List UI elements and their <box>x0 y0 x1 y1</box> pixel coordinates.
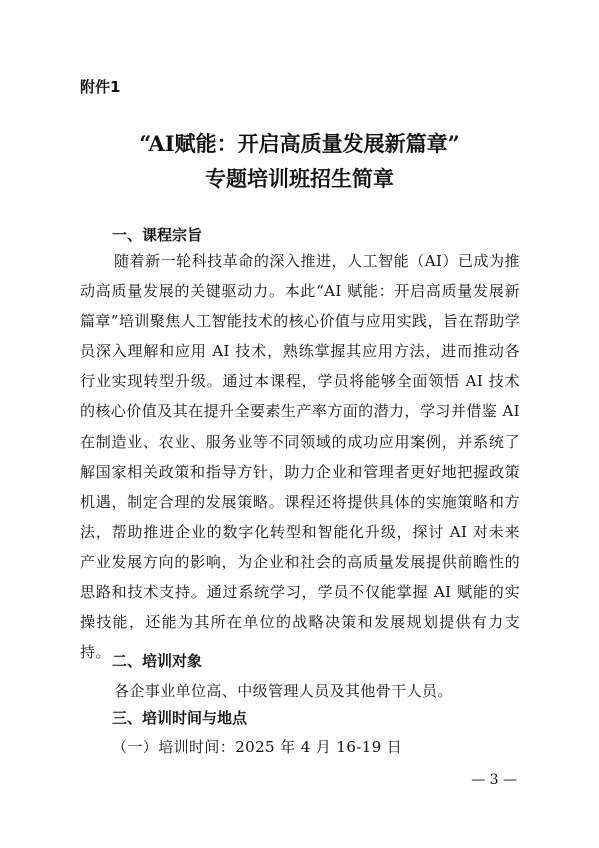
page-number: — 3 — <box>471 772 517 788</box>
audience-text: 各企事业单位高、中级管理人员及其他骨干人员。 <box>114 682 453 700</box>
section-heading-audience: 二、培训对象 <box>112 652 203 670</box>
section-heading-purpose: 一、课程宗旨 <box>112 226 203 244</box>
purpose-paragraph: 随着新一轮科技革命的深入推进，人工智能（AI）已成为推动高质量发展的关键驱动力。本此“AI 赋能：开启高质量发展新篇章”培训聚焦人工智能技术的核心价值与应用实践，旨在帮助学员深入理解和应用 AI 技术，熟练掌握其应用方法，进而推动各行业实现转型升级。通过本课程，学员将能够全面领悟 AI 技术的核心价值及其在提升全要素生产率方面的潜力，学习并借鉴 AI 在制造业、农业、服务业等不同领域的成功应用案例，并系统了解国家相关政策和指导方针，助力企业和管理者更好地把握政策机遇，制定合理的发展策略。课程还将提供具体的实施策略和方法，帮助推进企业的数字化转型和智能化升级，探讨 AI 对未来产业发展方向的影响，为企业和社会的高质量发展提供前瞻性的思路和技术支持。通过系统学习，学员不仅能掌握 AI 赋能的实操技能，还能为其所在单位的战略决策和发展规划提供有力支持。 <box>80 252 520 662</box>
schedule-item-time: （一）培训时间：2025 年 4 月 16-19 日 <box>112 738 403 756</box>
attachment-label: 附件1 <box>80 78 121 96</box>
document-title-line2: 专题培训班招生简章 <box>205 166 394 191</box>
document-title-line1: “AI赋能：开启高质量发展新篇章” <box>139 131 460 156</box>
section-heading-schedule: 三、培训时间与地点 <box>112 709 248 727</box>
